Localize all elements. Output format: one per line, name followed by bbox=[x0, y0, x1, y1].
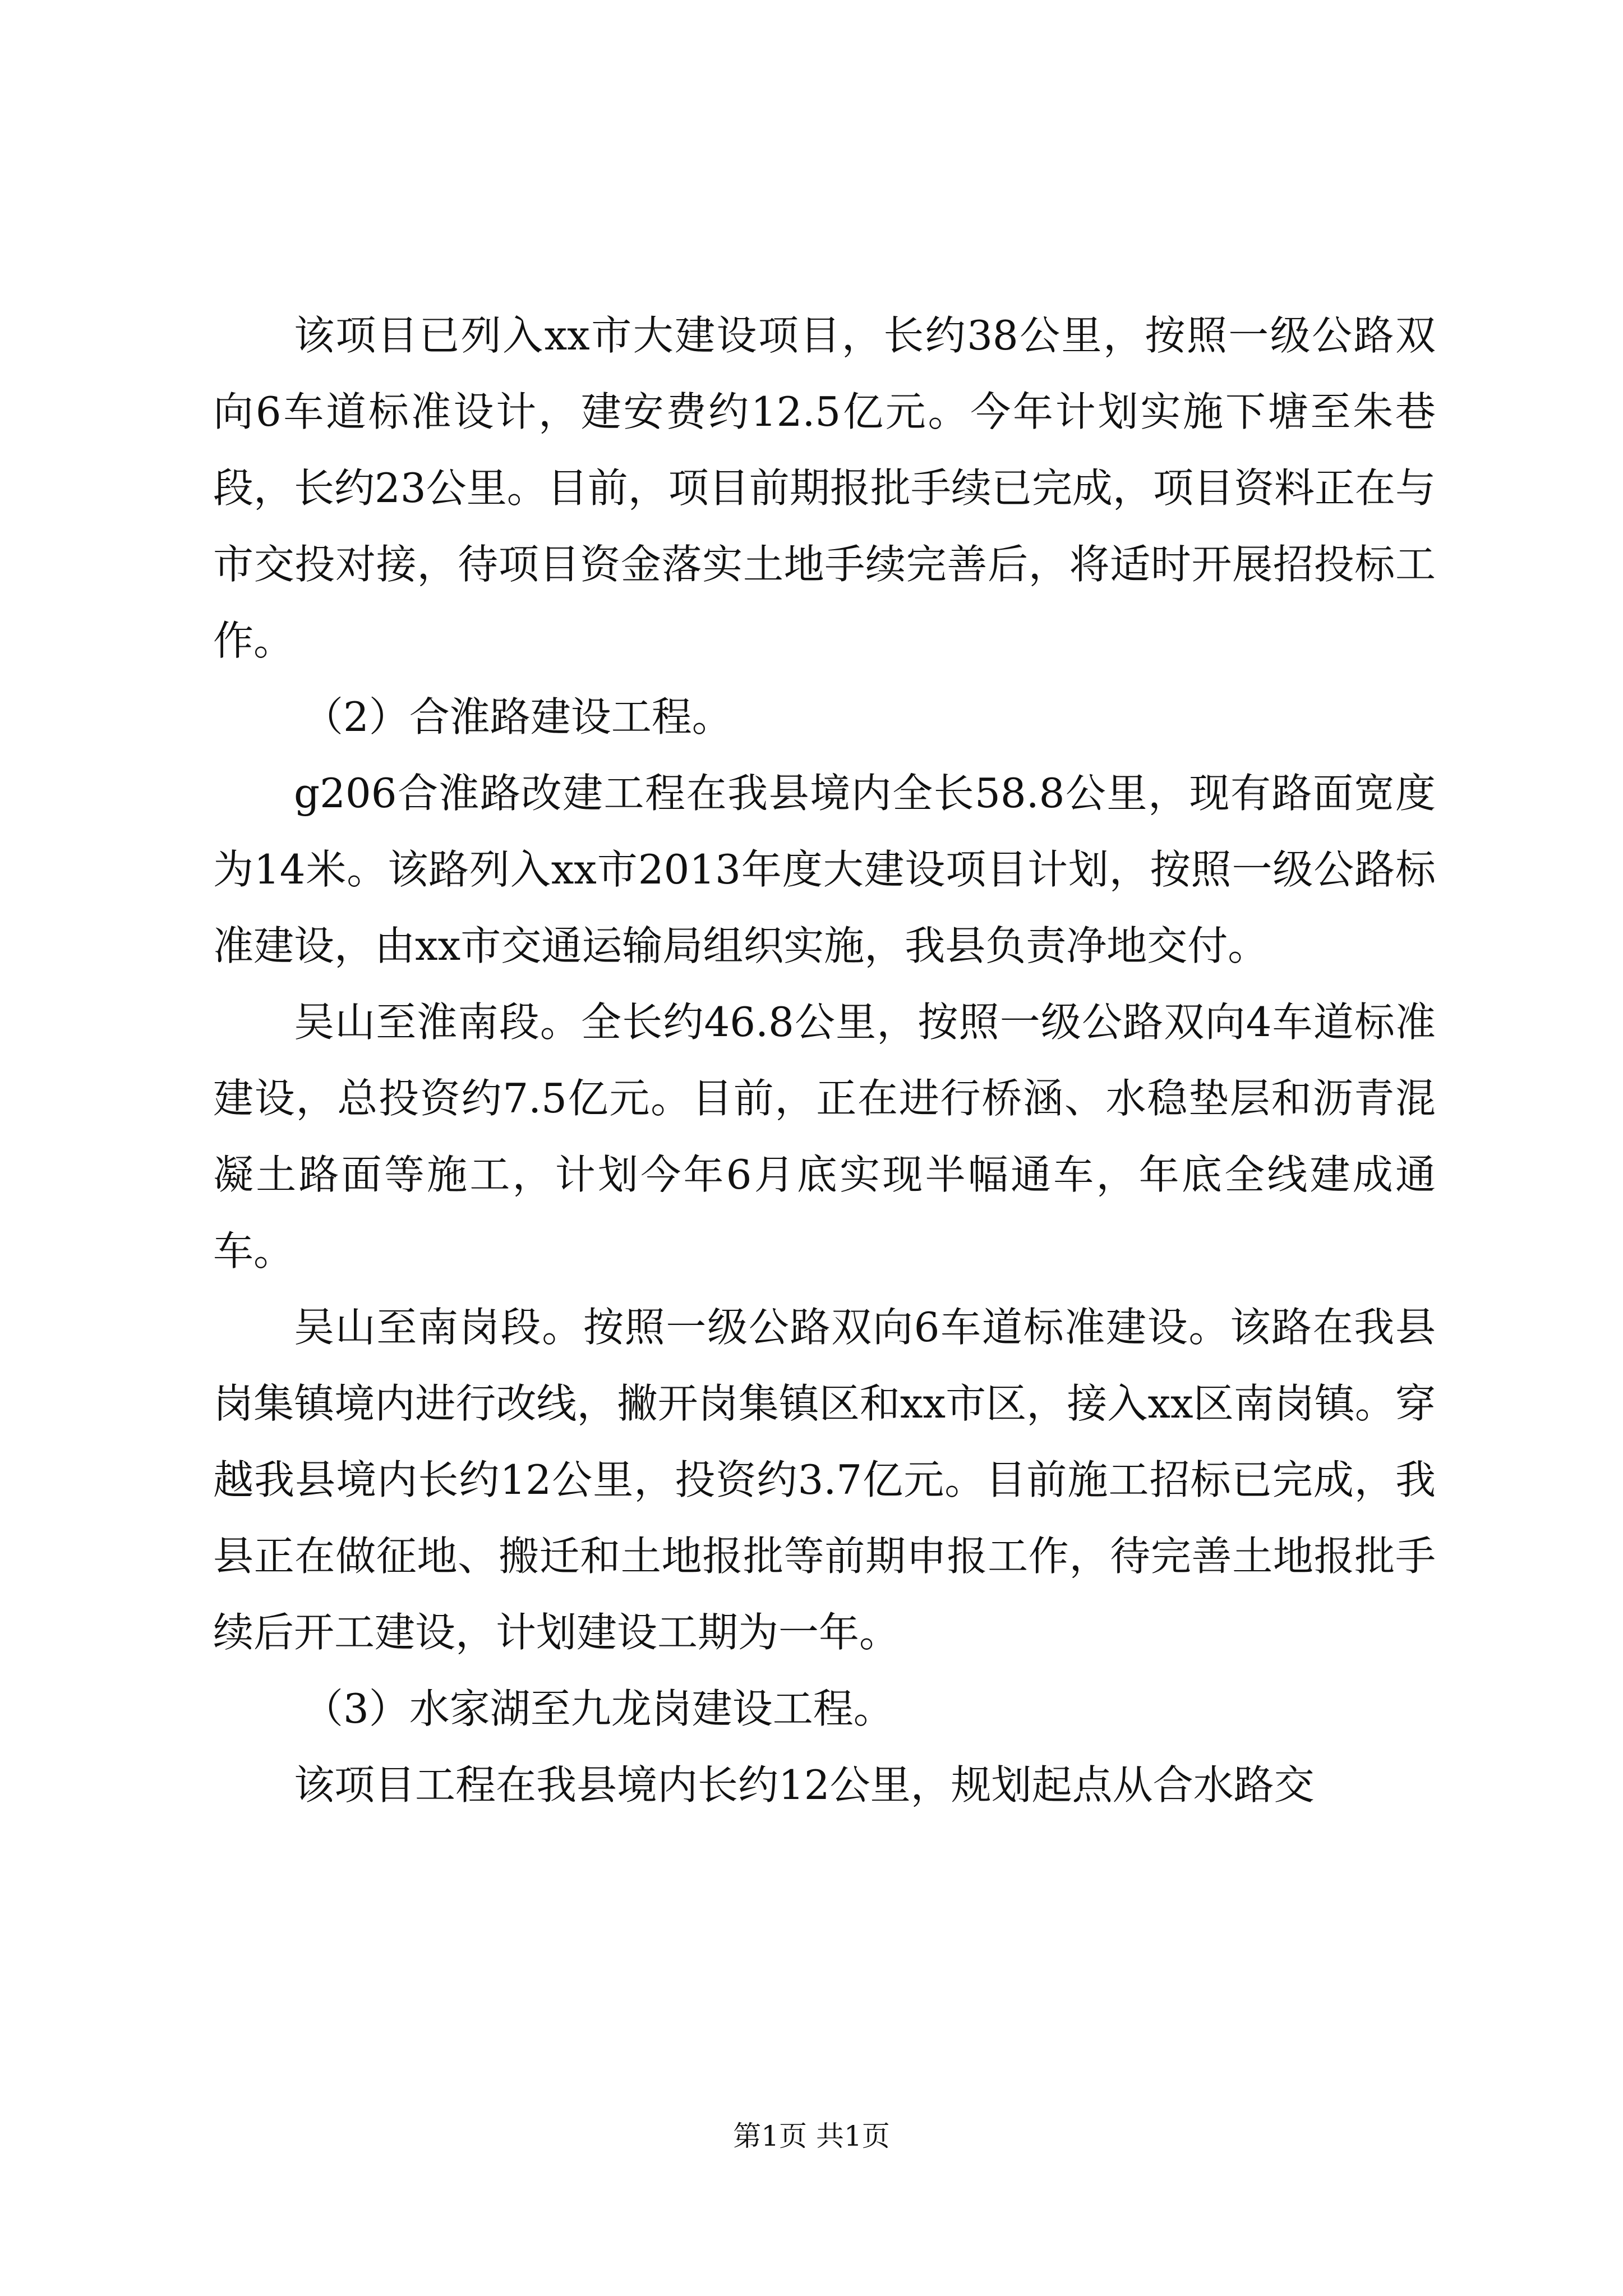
page-footer: 第1页 共1页 bbox=[733, 2120, 890, 2152]
section-heading-2: （2）合淮路建设工程。 bbox=[303, 693, 732, 740]
document-body bbox=[213, 297, 1436, 1823]
paragraph-wushan-huainan: 吴山至淮南段。全长约46.8公里，按照一级公路双向4车道标准建设，总投资约7.5亿元。目前，正在进行桥涵、水稳垫层和沥青混凝土路面等施工，计划今年6月底实现半幅通车，年底全线建成通车。 bbox=[213, 999, 1436, 1274]
paragraph-wushan-nangang: 吴山至南岗段。按照一级公路双向6车道标准建设。该路在我县岗集镇境内进行改线，撇开岗集镇区和xx市区，接入xx区南岗镇。穿越我县境内长约12公里，投资约3.7亿元。目前施工招标已完成，我县正在做征地、搬迁和土地报批等前期申报工作，待完善土地报批手续后开工建设，计划建设工期为一年。 bbox=[213, 1304, 1436, 1656]
paragraph-shuijiahu-jiulonggang: 该项目工程在我县境内长约12公里，规划起点从合水路交 bbox=[294, 1761, 1315, 1809]
paragraph-g206-overview: g206合淮路改建工程在我县境内全长58.8公里，现有路面宽度为14米。该路列入xx市2013年度大建设项目计划，按照一级公路标准建设，由xx市交通运输局组织实施，我县负责净地交付。 bbox=[213, 770, 1436, 969]
section-heading-3: （3）水家湖至九龙岗建设工程。 bbox=[303, 1685, 894, 1732]
paragraph-project-overview: 该项目已列入xx市大建设项目，长约38公里，按照一级公路双向6车道标准设计，建安费约12.5亿元。今年计划实施下塘至朱巷段，长约23公里。目前，项目前期报批手续已完成，项目资料正在与市交投对接，待项目资金落实土地手续完善后，将适时开展招投标工作。 bbox=[213, 312, 1436, 664]
